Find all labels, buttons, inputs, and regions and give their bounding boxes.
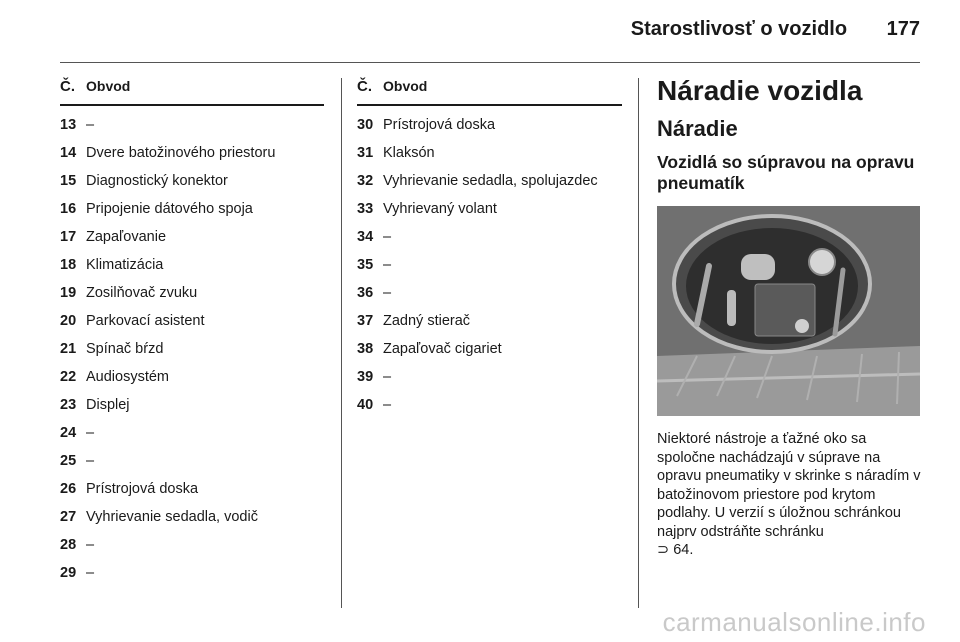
column-divider (638, 78, 639, 608)
circuit-name: Dvere batožinového priestoru (86, 145, 276, 161)
fuse-table-1 (60, 78, 324, 582)
circuit-name: Displej (86, 397, 130, 413)
col-label-header: Obvod (383, 78, 428, 94)
table-row (357, 200, 622, 218)
circuit-name: – (86, 537, 95, 553)
table-row (357, 116, 622, 134)
circuit-name: – (383, 229, 392, 245)
section-title: Starostlivosť o vozidlo (630, 18, 848, 40)
fuse-number: 21 (60, 341, 77, 357)
page-number: 177 (886, 18, 920, 40)
circuit-name: Audiosystém (86, 369, 170, 385)
description-text: Niektoré nástroje a ťažné oko sa spoločne nachádzajú v súprave na opravu pneumatiky v skrinke s náradím v batožinovom priestore pod krytom podlahy. U verzií s úložnou schránkou najprv odstráňte schránku (657, 431, 921, 540)
circuit-name: Pripojenie dátového spoja (86, 201, 253, 217)
table-row (357, 340, 622, 358)
table-row (357, 172, 622, 190)
table-row (60, 508, 324, 526)
table-row (60, 116, 324, 134)
page-reference-icon: ⊃ (657, 542, 670, 558)
fuse-number: 17 (60, 229, 77, 245)
fuse-number: 20 (60, 313, 77, 329)
circuit-name: – (383, 397, 392, 413)
table-row (60, 228, 324, 246)
table-row (60, 144, 324, 162)
fuse-number: 13 (60, 117, 77, 133)
fuse-number: 30 (357, 117, 374, 133)
circuit-name: – (383, 257, 392, 273)
table-row (60, 424, 324, 442)
circuit-name: – (86, 117, 95, 133)
table-row (60, 340, 324, 358)
fuse-number: 31 (357, 145, 374, 161)
circuit-name: Zosilňovač zvuku (86, 285, 198, 301)
table-row (60, 256, 324, 274)
table-row (60, 200, 324, 218)
circuit-name: Klaksón (383, 145, 435, 161)
page-header (631, 18, 920, 41)
circuit-name: Zapaľovanie (86, 229, 167, 245)
fuse-number: 22 (60, 369, 77, 385)
table-row (60, 536, 324, 554)
fuse-number: 27 (60, 509, 77, 525)
table-row (60, 564, 324, 582)
circuit-name: Spínač bŕzd (86, 341, 164, 357)
table-row (60, 172, 324, 190)
table-header (60, 78, 324, 106)
circuit-name: Diagnostický konektor (86, 173, 228, 189)
page-reference-link[interactable]: 64. (673, 542, 694, 558)
table-row (357, 396, 622, 414)
fuse-number: 36 (357, 285, 374, 301)
col-num-header: Č. (357, 78, 372, 95)
fuse-number: 19 (60, 285, 77, 301)
fuse-number: 14 (60, 145, 77, 161)
fuse-number: 33 (357, 201, 374, 217)
header-rule (60, 62, 920, 63)
fuse-number: 32 (357, 173, 374, 189)
watermark: carmanualsonline.info (662, 607, 926, 637)
fuse-number: 29 (60, 565, 77, 581)
fuse-number: 39 (357, 369, 374, 385)
col-label-header: Obvod (86, 78, 131, 94)
table-row (357, 228, 622, 246)
fuse-number: 16 (60, 201, 77, 217)
table-row (357, 256, 622, 274)
tool-kit-photo (657, 206, 920, 416)
circuit-name: – (86, 425, 95, 441)
fuse-number: 23 (60, 397, 77, 413)
column-divider (341, 78, 342, 608)
col-num-header: Č. (60, 78, 75, 95)
table-row (357, 144, 622, 162)
fuse-number: 40 (357, 397, 374, 413)
fuse-number: 28 (60, 537, 77, 553)
fuse-number: 38 (357, 341, 374, 357)
circuit-name: – (383, 285, 392, 301)
fuse-number: 18 (60, 257, 77, 273)
circuit-name: Klimatizácia (86, 257, 164, 273)
tools-description (657, 430, 922, 560)
circuit-name: Vyhrievaný volant (383, 201, 497, 217)
circuit-name: Prístrojová doska (383, 117, 496, 133)
table-row (60, 480, 324, 498)
circuit-name: Vyhrievanie sedadla, spolujazdec (383, 173, 598, 189)
table-row (60, 368, 324, 386)
heading-tyre-repair-kit: Vozidlá so súpravou na opravu pneumatík (657, 152, 915, 193)
circuit-name: Prístrojová doska (86, 481, 199, 497)
fuse-number: 25 (60, 453, 77, 469)
fuse-number: 24 (60, 425, 77, 441)
circuit-name: Vyhrievanie sedadla, vodič (86, 509, 258, 525)
fuse-number: 37 (357, 313, 374, 329)
fuse-number: 34 (357, 229, 374, 245)
table-row (60, 452, 324, 470)
table-row (60, 396, 324, 414)
circuit-name: Parkovací asistent (86, 313, 205, 329)
table-row (60, 312, 324, 330)
circuit-name: Zapaľovač cigariet (383, 341, 502, 357)
heading-tools: Náradie (657, 116, 738, 141)
circuit-name: – (383, 369, 392, 385)
table-row (357, 284, 622, 302)
tool-kit-illustration (657, 206, 920, 416)
fuse-number: 26 (60, 481, 77, 497)
heading-vehicle-tools: Náradie vozidla (657, 75, 863, 106)
table-row (357, 368, 622, 386)
fuse-number: 35 (357, 257, 374, 273)
tools-section (657, 74, 922, 560)
circuit-name: – (86, 565, 95, 581)
table-row (60, 284, 324, 302)
fuse-number: 15 (60, 173, 77, 189)
circuit-name: Zadný stierač (383, 313, 471, 329)
fuse-table-2 (357, 78, 622, 414)
circuit-name: – (86, 453, 95, 469)
table-row (357, 312, 622, 330)
table-header (357, 78, 622, 106)
